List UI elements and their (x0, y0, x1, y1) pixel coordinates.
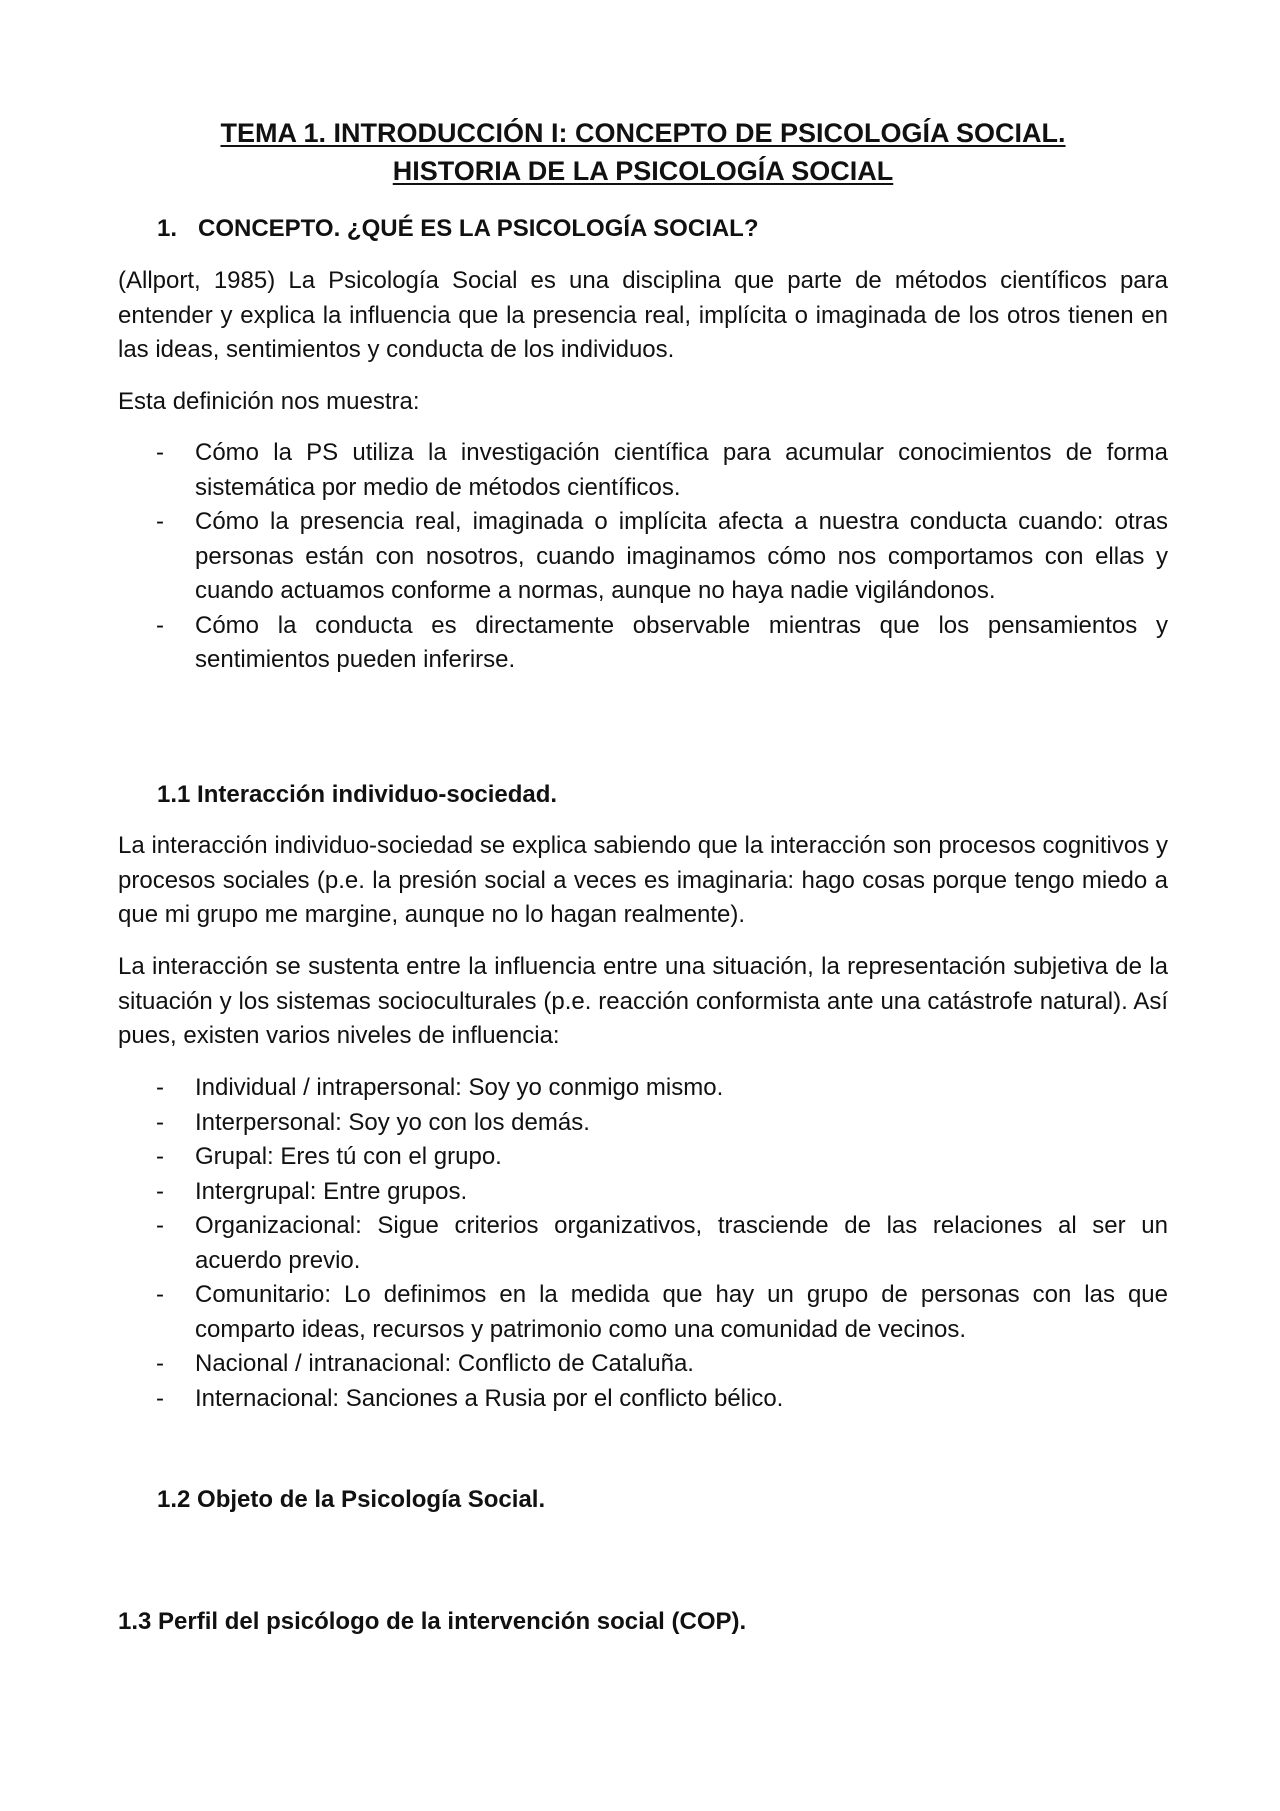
title-line-2: HISTORIA DE LA PSICOLOGÍA SOCIAL (392, 156, 894, 186)
section-1-1-paragraph-1: La interacción individuo-sociedad se explica sabiendo que la interacción son procesos cognitivos y procesos sociales (p.e. la presión social a veces es imaginaria: hago cosas porque tengo miedo a que mi grupo me margine, aunque no lo hagan realmente). (118, 832, 1168, 928)
dash-marker: - (156, 1350, 164, 1377)
section-1-heading-text: CONCEPTO. ¿QUÉ ES LA PSICOLOGÍA SOCIAL? (198, 215, 759, 242)
page-title (118, 114, 1168, 190)
section-1-paragraph-1: (Allport, 1985) La Psicología Social es una disciplina que parte de métodos científicos para entender y explica la influencia que la presencia real, implícita o imaginada de los otros tienen en las ideas, sentimientos y conducta de los individuos. (118, 267, 1168, 363)
dash-marker: - (156, 439, 164, 466)
list-item: - Intergrupal: Entre grupos. (118, 1175, 1168, 1210)
section-1-1-paragraph-2: La interacción se sustenta entre la influencia entre una situación, la representación subjetiva de la situación y los sistemas socioculturales (p.e. reacción conformista ante una catástrofe natural). Así pues, existen varios niveles de influencia: (118, 953, 1168, 1049)
section-1-number: 1. (157, 215, 178, 242)
dash-marker: - (156, 1212, 164, 1239)
dash-marker: - (156, 1384, 164, 1412)
section-1-heading (157, 212, 1168, 247)
list-item: - Grupal: Eres tú con el grupo. (118, 1140, 1168, 1175)
dash-marker: - (156, 611, 164, 639)
list-item: - Cómo la conducta es directamente observable mientras que los pensamientos y sentimientos pueden inferirse. (118, 609, 1168, 678)
list-item: - Organizacional: Sigue criterios organizativos, trasciende de las relaciones al ser un acuerdo previo. (118, 1209, 1168, 1278)
section-1-2-heading: 1.2 Objeto de la Psicología Social. (157, 1486, 546, 1513)
section-1-bullet-list (118, 436, 1168, 678)
dash-marker: - (156, 508, 164, 535)
dash-marker: - (156, 1177, 164, 1205)
list-item: - Comunitario: Lo definimos en la medida que hay un grupo de personas con las que comparto ideas, recursos y patrimonio como una comunidad de vecinos. (118, 1278, 1168, 1347)
list-item: - Internacional: Sanciones a Rusia por el conflicto bélico. (118, 1382, 1168, 1417)
list-item: - Interpersonal: Soy yo con los demás. (118, 1106, 1168, 1141)
title-line-1: TEMA 1. INTRODUCCIÓN I: CONCEPTO DE PSICOLOGÍA SOCIAL. (220, 118, 1066, 148)
section-1-paragraph-2: Esta definición nos muestra: (118, 388, 420, 415)
list-item: - Nacional / intranacional: Conflicto de Cataluña. (118, 1347, 1168, 1382)
section-1-1-bullet-list (118, 1071, 1168, 1416)
section-1-3-heading: 1.3 Perfil del psicólogo de la intervención social (COP). (118, 1608, 747, 1635)
section-1-1-heading: 1.1 Interacción individuo-sociedad. (157, 781, 558, 808)
dash-marker: - (156, 1281, 164, 1308)
dash-marker: - (156, 1143, 164, 1170)
dash-marker: - (156, 1074, 164, 1101)
dash-marker: - (156, 1108, 164, 1136)
list-item: - Cómo la PS utiliza la investigación científica para acumular conocimientos de forma sistemática por medio de métodos científicos. (118, 436, 1168, 505)
list-item: - Individual / intrapersonal: Soy yo conmigo mismo. (118, 1071, 1168, 1106)
list-item: - Cómo la presencia real, imaginada o implícita afecta a nuestra conducta cuando: otras personas están con nosotros, cuando imaginamos cómo nos comportamos con ellas y cuando actuamos conforme a normas, aunque no haya nadie vigilándonos. (118, 505, 1168, 609)
